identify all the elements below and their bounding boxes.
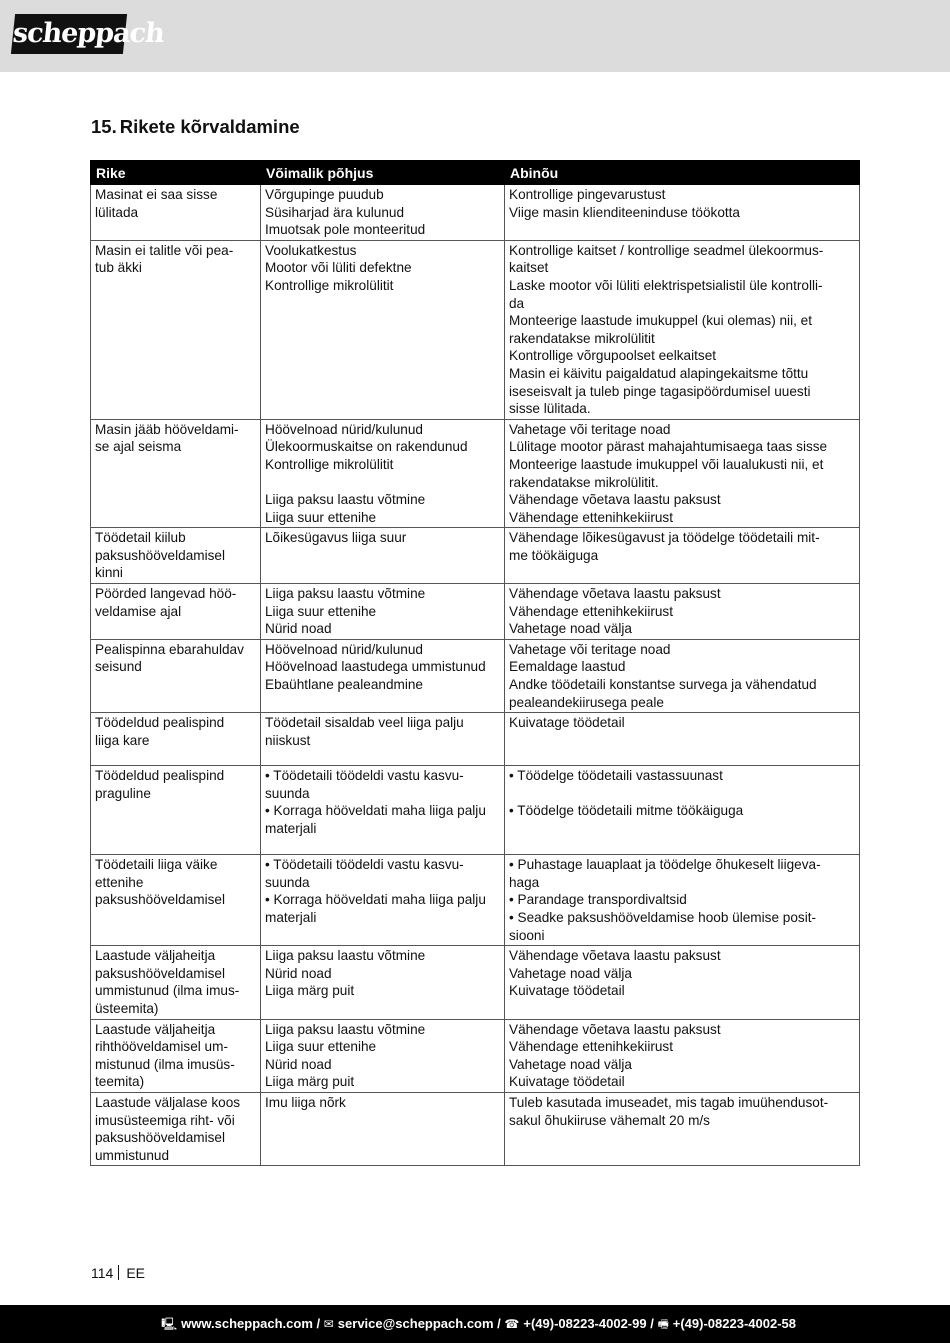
cell-text-line: iseseisvalt ja tuleb pinge tagasipöördumisel uuesti — [509, 383, 811, 399]
cell-text-line: Vähendage võetava laastu paksust — [509, 492, 721, 508]
remedy-cell — [505, 528, 860, 584]
cell-text-line: Vahetage noad välja — [509, 621, 632, 637]
remedy-cell — [505, 766, 860, 855]
fault-cell — [91, 1092, 261, 1165]
phone-number: +(49)-08223-4002-99 / — [523, 1316, 654, 1331]
cell-text-line: Kontrollige pingevarustust — [509, 187, 666, 202]
fault-cell — [91, 240, 261, 419]
table-row — [91, 1092, 860, 1165]
cell-text-line: Kuivatage töödetail — [509, 715, 625, 731]
table-row — [91, 855, 860, 946]
cause-cell — [261, 855, 505, 946]
cause-cell — [261, 766, 505, 855]
cell-text-line: Kuivatage töödetail — [509, 1074, 625, 1090]
cell-text-line: Töödetail sisaldab veel liiga palju — [265, 715, 464, 731]
fault-cell — [91, 584, 261, 640]
cell-text-line: sakul õhukiiruse vähemalt 20 m/s — [509, 1112, 710, 1128]
cell-text-line: sisse lülitada. — [509, 401, 591, 417]
table-row — [91, 528, 860, 584]
cell-text-line: Tuleb kasutada imuseadet, mis tagab imuühendusot- — [509, 1094, 829, 1110]
table-row — [91, 1019, 860, 1092]
cell-text-line: Lõikesügavus liiga suur — [265, 530, 407, 546]
cell-text-line: rakendatakse mikrolülitit — [509, 330, 655, 346]
cell-text-line: Masinat ei saa sisse — [95, 187, 218, 202]
cause-cell — [261, 946, 505, 1019]
cell-text-line: • Parandage transpordivaltsid — [509, 892, 687, 908]
cell-text-line: Liiga paksu laastu võtmine — [265, 1021, 426, 1037]
cell-text-line: kinni — [95, 565, 123, 581]
fault-cell — [91, 639, 261, 712]
table-body — [91, 185, 860, 1166]
remedy-cell — [505, 855, 860, 946]
cell-text-line: se ajal seisma — [95, 439, 182, 455]
cell-text-line: Höövelnoad nürid/kulunud — [265, 641, 423, 657]
cell-text-line: Liiga märg puit — [265, 1074, 355, 1090]
cell-text-line: Voolukatkestus — [265, 242, 357, 258]
cell-text-line: da — [509, 295, 525, 311]
cell-text-line — [509, 785, 855, 803]
cell-text-line: Töödetaili liiga väike — [95, 857, 218, 873]
table-row — [91, 946, 860, 1019]
cell-text-line: Süsiharjad ära kulunud — [265, 204, 405, 220]
fax-icon: 🖷︎ — [657, 1317, 669, 1331]
cell-text-line: imusüsteemiga riht- või — [95, 1112, 235, 1128]
cell-text-line: Ülekoormuskaitse on rakendunud — [265, 439, 468, 455]
phone-icon: ☎︎ — [504, 1317, 520, 1331]
cell-text-line — [265, 474, 500, 492]
cell-text-line: Liiga paksu laastu võtmine — [265, 948, 426, 964]
cell-text-line: Masin ei käivitu paigaldatud alapingekaitsme tõttu — [509, 365, 809, 381]
cell-text-line: • Töödelge töödetaili vastassuunast — [509, 768, 723, 784]
cell-text-line: paksushööveldamisel — [95, 547, 225, 563]
cause-cell — [261, 1092, 505, 1165]
cell-text-line: Laastude väljalase koos — [95, 1094, 241, 1110]
cell-text-line: Töödeldud pealispind — [95, 715, 225, 731]
page-footer-label — [91, 1265, 145, 1281]
cell-text-line: Vähendage ettenihkekiirust — [509, 603, 673, 619]
table-row — [91, 713, 860, 766]
cell-text-line: mistunud (ilma imusüs- — [95, 1056, 235, 1072]
cell-text-line: • Töödetaili töödeldi vastu kasvu- — [265, 857, 464, 873]
cell-text-line: me töökäiguga — [509, 547, 599, 563]
cell-text-line: ummistunud — [95, 1147, 170, 1163]
section-heading — [91, 116, 300, 138]
website-link[interactable]: www.scheppach.com / — [181, 1316, 321, 1331]
cell-text-line: Höövelnoad laastudega ummistunud — [265, 659, 486, 675]
cell-text-line: paksushööveldamisel — [95, 892, 225, 908]
cell-text-line: teemita) — [95, 1074, 145, 1090]
cell-text-line: Liiga paksu laastu võtmine — [265, 492, 426, 508]
cell-text-line: rihthööveldamisel um- — [95, 1039, 228, 1055]
language-code: EE — [126, 1265, 146, 1281]
section-number: 15. — [91, 116, 117, 137]
cell-text-line: Pöörded langevad höö- — [95, 586, 237, 602]
cell-text-line: Töödetail kiilub — [95, 530, 186, 546]
cell-text-line: liiga kare — [95, 732, 150, 748]
fax-number: +(49)-08223-4002-58 — [672, 1316, 796, 1331]
table-header-row — [91, 161, 860, 185]
cell-text-line: Imu liiga nõrk — [265, 1094, 346, 1110]
fault-cell — [91, 855, 261, 946]
fault-cell — [91, 419, 261, 528]
cell-text-line: Monteerige laastude imukuppel või laualukusti nii, et — [509, 456, 824, 472]
cell-text-line: Vähendage lõikesügavust ja töödelge töödetaili mit- — [509, 530, 820, 546]
cell-text-line: tub äkki — [95, 260, 142, 276]
cause-cell — [261, 240, 505, 419]
cell-text-line: ummistunud (ilma imus- — [95, 983, 240, 999]
remedy-cell — [505, 1092, 860, 1165]
cell-text-line: seisund — [95, 659, 142, 675]
cell-text-line: üsteemita) — [95, 1000, 159, 1016]
cell-text-line: Liiga paksu laastu võtmine — [265, 586, 426, 602]
computer-icon: 🖳︎ — [161, 1317, 178, 1331]
cell-text-line: Masin jääb hööveldami- — [95, 421, 239, 437]
cell-text-line: Lülitage mootor pärast mahajahtumisaega taas sisse — [509, 439, 828, 455]
fault-cell — [91, 713, 261, 766]
cause-cell — [261, 584, 505, 640]
cell-text-line: Kontrollige kaitset / kontrollige seadmel ülekoormus- — [509, 242, 824, 258]
cell-text-line: paksushööveldamisel — [95, 1130, 225, 1146]
cell-text-line: Kontrollige mikrolülitit — [265, 456, 394, 472]
cell-text-line: Pealispinna ebarahuldav — [95, 641, 244, 657]
cell-text-line: lülitada — [95, 204, 139, 220]
section-title: Rikete kõrvaldamine — [119, 116, 300, 137]
cell-text-line: Vahetage või teritage noad — [509, 421, 671, 437]
cause-cell — [261, 528, 505, 584]
cell-text-line: Vahetage või teritage noad — [509, 641, 671, 657]
cell-text-line: Nürid noad — [265, 965, 332, 981]
cell-text-line: • Töödelge töödetaili mitme töökäiguga — [509, 803, 744, 819]
remedy-cell — [505, 185, 860, 241]
table-row — [91, 584, 860, 640]
table-row — [91, 185, 860, 241]
remedy-cell — [505, 419, 860, 528]
column-header-remedy: Abinõu — [505, 161, 860, 185]
cell-text-line: Laastude väljaheitja — [95, 948, 216, 964]
fault-cell — [91, 185, 261, 241]
cell-text-line: suunda — [265, 874, 310, 890]
cell-text-line: Liiga suur ettenihe — [265, 1039, 377, 1055]
troubleshooting-table — [90, 160, 860, 1166]
cell-text-line: materjali — [265, 821, 317, 836]
fault-cell — [91, 946, 261, 1019]
cell-text-line: Laastude väljaheitja — [95, 1021, 216, 1037]
table-row — [91, 240, 860, 419]
cell-text-line: Masin ei talitle või pea- — [95, 242, 234, 258]
cell-text-line: Vähendage ettenihkekiirust — [509, 1039, 673, 1055]
remedy-cell — [505, 639, 860, 712]
cell-text-line: Liiga suur ettenihe — [265, 509, 377, 525]
email-link[interactable]: service@scheppach.com / — [337, 1316, 501, 1331]
cell-text-line: Imuotsak pole monteeritud — [265, 222, 426, 238]
cell-text-line: Monteerige laastude imukuppel (kui olemas) nii, et — [509, 313, 812, 329]
cell-text-line: veldamise ajal — [95, 603, 182, 619]
contact-footer — [0, 1305, 950, 1343]
cause-cell — [261, 1019, 505, 1092]
cell-text-line: Mootor või lüliti defektne — [265, 260, 412, 276]
cause-cell — [261, 185, 505, 241]
cell-text-line: Kuivatage töödetail — [509, 983, 625, 999]
header-bar — [0, 0, 950, 72]
cell-text-line: haga — [509, 874, 540, 890]
remedy-cell — [505, 1019, 860, 1092]
cell-text-line: Vähendage võetava laastu paksust — [509, 586, 721, 602]
fault-cell — [91, 528, 261, 584]
cell-text-line: suunda — [265, 785, 310, 801]
cell-text-line: Kontrollige võrgupoolset eelkaitset — [509, 348, 717, 364]
cell-text-line: Vähendage võetava laastu paksust — [509, 1021, 721, 1037]
cell-text-line: Vähendage võetava laastu paksust — [509, 948, 721, 964]
column-header-cause: Võimalik põhjus — [261, 161, 505, 185]
remedy-cell — [505, 240, 860, 419]
cell-text-line: Vahetage noad välja — [509, 965, 632, 981]
cell-text-line: rakendatakse mikrolülitit. — [509, 474, 659, 490]
page-number: 114 — [91, 1265, 114, 1281]
fault-cell — [91, 1019, 261, 1092]
contact-line — [161, 1315, 796, 1336]
cell-text-line: • Puhastage lauaplaat ja töödelge õhukeselt liigeva- — [509, 857, 821, 873]
cell-text-line: Eemaldage laastud — [509, 659, 626, 675]
cell-text-line: Liiga suur ettenihe — [265, 603, 377, 619]
cause-cell — [261, 713, 505, 766]
page-separator — [118, 1265, 119, 1280]
cell-text-line: kaitset — [509, 260, 549, 276]
cell-text-line: • Korraga hööveldati maha liiga palju — [265, 803, 486, 819]
cell-text-line: siooni — [509, 927, 545, 943]
cell-text-line: Laske mootor või lüliti elektrispetsialistil üle kontrolli- — [509, 277, 823, 293]
cell-text-line: paksushööveldamisel — [95, 965, 225, 981]
cell-text-line: Viige masin klienditeeninduse töökotta — [509, 204, 740, 220]
cell-text-line: ettenihe — [95, 874, 144, 890]
remedy-cell — [505, 584, 860, 640]
cell-text-line: pealeandekiirusega peale — [509, 694, 664, 710]
cause-cell — [261, 639, 505, 712]
cell-text-line: Höövelnoad nürid/kulunud — [265, 421, 423, 437]
cell-text-line: • Korraga hööveldati maha liiga palju — [265, 892, 486, 908]
scheppach-logo[interactable]: scheppach — [11, 14, 127, 54]
cell-text-line: Vahetage noad välja — [509, 1056, 632, 1072]
fault-cell — [91, 766, 261, 855]
cell-text-line: Kontrollige mikrolülitit — [265, 277, 394, 293]
remedy-cell — [505, 713, 860, 766]
cause-cell — [261, 419, 505, 528]
cell-text-line: Nürid noad — [265, 1056, 332, 1072]
cell-text-line: materjali — [265, 910, 317, 925]
cell-text-line: Töödeldud pealispind — [95, 768, 225, 784]
table-row — [91, 419, 860, 528]
remedy-cell — [505, 946, 860, 1019]
cell-text-line: Nürid noad — [265, 621, 332, 637]
cell-text-line: praguline — [95, 785, 151, 801]
table-row — [91, 766, 860, 855]
cell-text-line: Võrgupinge puudub — [265, 187, 384, 202]
cell-text-line: Liiga märg puit — [265, 983, 355, 999]
column-header-fault: Rike — [91, 161, 261, 185]
cell-text-line: • Seadke paksushööveldamise hoob ülemise posit- — [509, 910, 817, 925]
cell-text-line: niiskust — [265, 732, 311, 748]
cell-text-line: Vähendage ettenihkekiirust — [509, 509, 673, 525]
table-row — [91, 639, 860, 712]
cell-text-line: • Töödetaili töödeldi vastu kasvu- — [265, 768, 464, 784]
cell-text-line: Andke töödetaili konstantse survega ja vähendatud — [509, 677, 817, 693]
mail-icon: ✉︎ — [323, 1317, 334, 1331]
cell-text-line: Ebaühtlane pealeandmine — [265, 677, 423, 693]
